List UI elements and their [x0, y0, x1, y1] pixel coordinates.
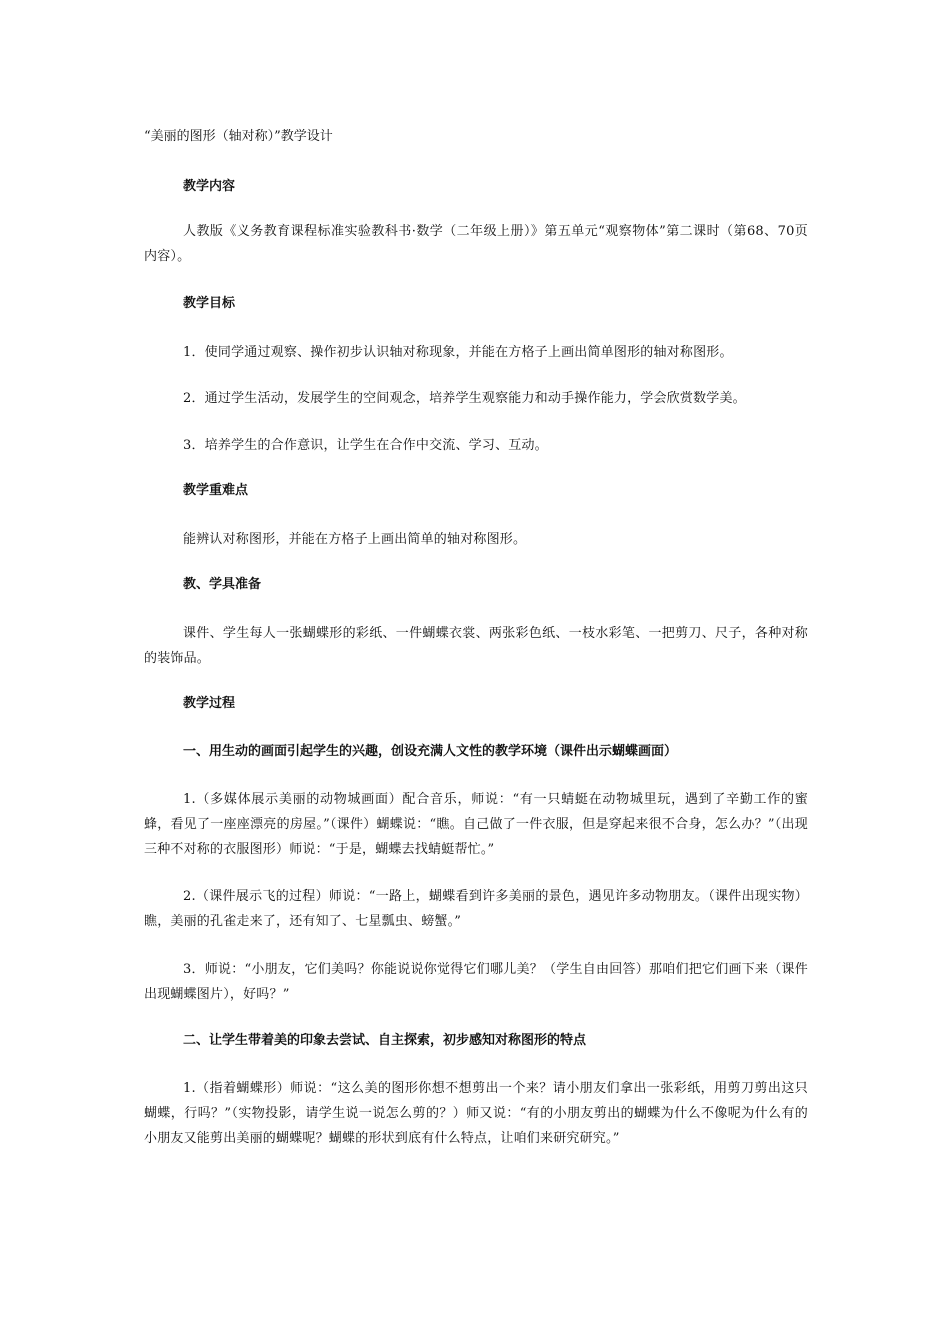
- heading-preparation: 教、学具准备: [183, 577, 262, 592]
- document-title: “美丽的图形（轴对称）”教学设计: [144, 129, 333, 144]
- paragraph-part1-item1: 1.（多媒体展示美丽的动物城画面）配合音乐，师说：“有一只蜻蜓在动物城里玩，遇到了辛勤工作的蜜蜂，看见了一座座漂亮的房屋。”（课件）蝴蝶说：“瞧。自己做了一件衣服，但是穿起来很不合身，怎么办？”（出现三种不对称的衣服图形）师说：“于是，蝴蝶去找蜻蜓帮忙。”: [144, 792, 808, 857]
- paragraph-part1-item3: 3．师说：“小朋友，它们美吗？你能说说你觉得它们哪儿美？（学生自由回答）那咱们把它们画下来（课件出现蝴蝶图片），好吗？”: [144, 962, 808, 1002]
- heading-part-2: 二、让学生带着美的印象去尝试、自主探索，初步感知对称图形的特点: [183, 1033, 587, 1048]
- paragraph-part1-item2: 2.（课件展示飞的过程）师说：“一路上，蝴蝶看到许多美丽的景色，遇见许多动物朋友。（课件出现实物）瞧，美丽的孔雀走来了，还有知了、七星瓢虫、螃蟹。”: [144, 889, 808, 929]
- heading-teaching-content: 教学内容: [183, 179, 236, 194]
- heading-teaching-goals: 教学目标: [183, 296, 236, 311]
- paragraph-goal-2: 2．通过学生活动，发展学生的空间观念，培养学生观察能力和动手操作能力，学会欣赏数学美。: [183, 391, 746, 406]
- heading-part-1: 一、用生动的画面引起学生的兴趣，创设充满人文性的教学环境（课件出示蝴蝶画面）: [183, 744, 678, 759]
- paragraph-goal-3: 3．培养学生的合作意识，让学生在合作中交流、学习、互动。: [183, 438, 548, 453]
- heading-key-points: 教学重难点: [183, 483, 249, 498]
- heading-teaching-process: 教学过程: [183, 696, 236, 711]
- paragraph-preparation: 课件、学生每人一张蝴蝶形的彩纸、一件蝴蝶衣裳、两张彩色纸、一枝水彩笔、一把剪刀、尺子，各种对称的装饰品。: [144, 626, 808, 666]
- paragraph-teaching-content: 人教版《义务教育课程标准实验教科书·数学（二年级上册）》第五单元“观察物体”第二课时（第68、70页内容）。: [144, 224, 808, 264]
- paragraph-goal-1: 1．使同学通过观察、操作初步认识轴对称现象，并能在方格子上画出简单图形的轴对称图形。: [183, 345, 733, 360]
- paragraph-key-points: 能辨认对称图形，并能在方格子上画出简单的轴对称图形。: [183, 532, 527, 547]
- paragraph-part2-item1: 1.（指着蝴蝶形）师说：“这么美的图形你想不想剪出一个来？请小朋友们拿出一张彩纸，用剪刀剪出这只蝴蝶，行吗？”（实物投影，请学生说一说怎么剪的？）师又说：“有的小朋友剪出的蝴蝶为什么不像呢为什么有的小朋友又能剪出美丽的蝴蝶呢？蝴蝶的形状到底有什么特点，让咱们来研究研究。”: [144, 1081, 808, 1146]
